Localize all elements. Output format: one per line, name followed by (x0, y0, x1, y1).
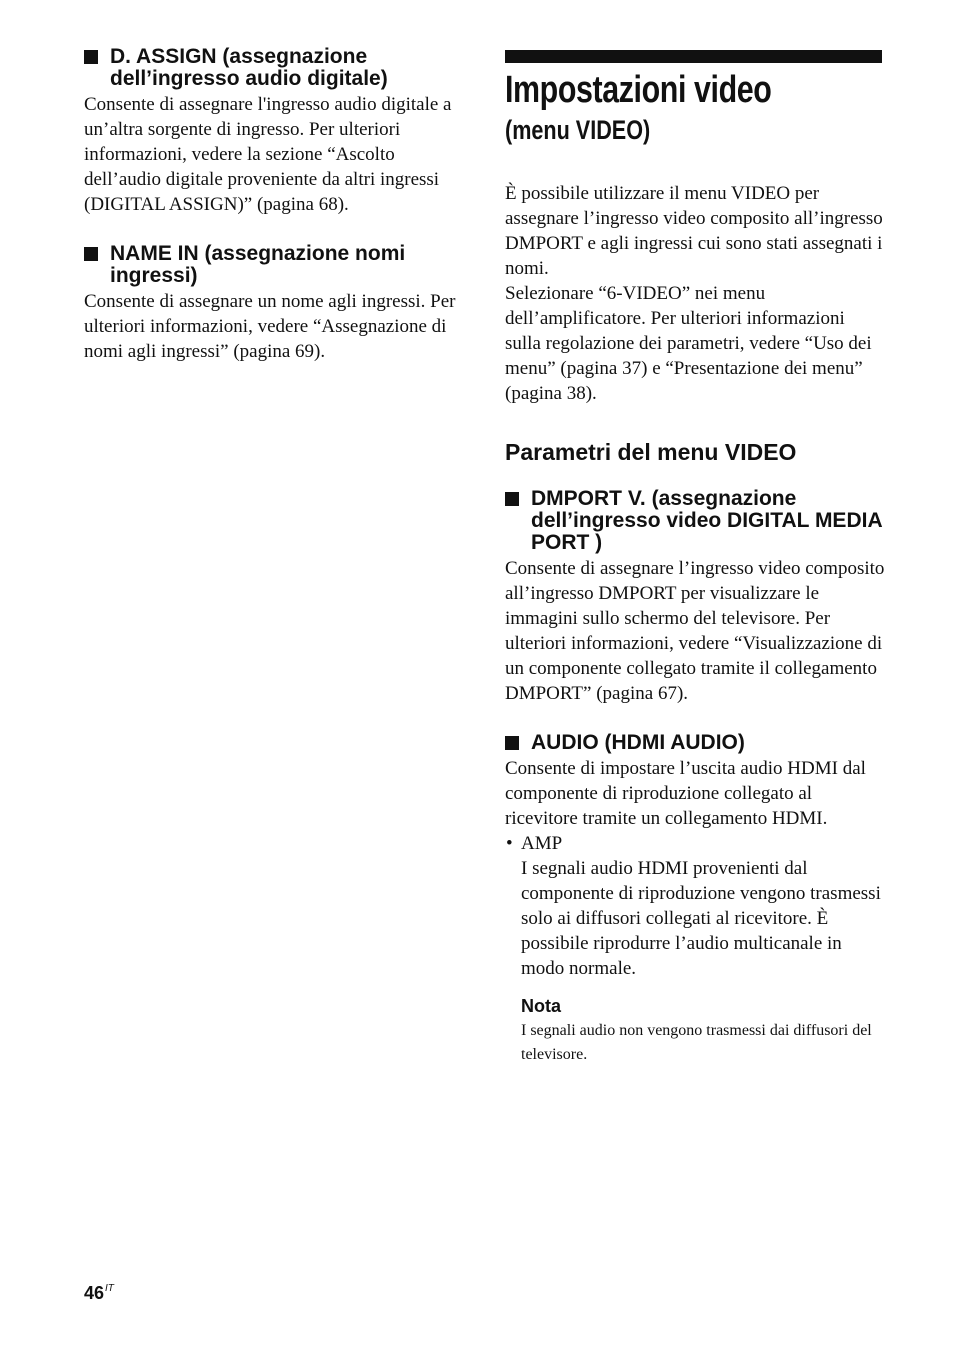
dmport-heading-text: DMPORT V. (assegnazione dell’ingresso video DIGITAL MEDIA PORT ) (531, 487, 882, 554)
audio-heading-text: AUDIO (HDMI AUDIO) (531, 731, 745, 754)
page-number-value: 46 (84, 1283, 105, 1303)
left-column (84, 46, 464, 364)
d-assign-heading (84, 46, 464, 90)
square-bullet-icon (84, 50, 98, 64)
d-assign-heading-text: D. ASSIGN (assegnazione dell’ingresso audio digitale) (110, 45, 388, 90)
section-subtitle: (menu VIDEO) (505, 115, 651, 145)
square-bullet-icon (505, 492, 519, 506)
audio-body: Consente di impostare l’uscita audio HDMI dal componente di riproduzione collegato al ricevitore tramite un collegamento HDMI. (505, 758, 866, 829)
name-in-body: Consente di assegnare un nome agli ingressi. Per ulteriori informazioni, vedere “Assegnazione di nomi agli ingressi” (pagina 69). (84, 291, 456, 362)
params-heading: Parametri del menu VIDEO (505, 439, 797, 465)
audio-heading (505, 732, 885, 754)
section-rule (505, 50, 882, 63)
amp-bullet (505, 831, 885, 856)
square-bullet-icon (84, 247, 98, 261)
note-text: I segnali audio non vengono trasmessi dai diffusori del televisore. (521, 1022, 872, 1063)
dmport-heading (505, 488, 885, 554)
page-language: IT (105, 1283, 114, 1294)
intro-paragraph-2: Selezionare “6-VIDEO” nei menu dell’amplificatore. Per ulteriori informazioni sulla regolazione dei parametri, vedere “Uso dei menu” (pagina 37) e “Presentazione dei menu” (pagina 38). (505, 283, 872, 404)
intro-paragraph-1: È possibile utilizzare il menu VIDEO per assegnare l’ingresso video composito all’ingresso DMPORT e agli ingressi cui sono stati assegnati i nomi. (505, 183, 883, 279)
name-in-heading (84, 243, 464, 287)
right-column (505, 50, 885, 1067)
name-in-heading-text: NAME IN (assegnazione nomi ingressi) (110, 242, 406, 287)
note-label: Nota (521, 996, 561, 1016)
bullet-dot-icon: • (506, 833, 513, 854)
d-assign-body: Consente di assegnare l'ingresso audio digitale a un’altra sorgente di ingresso. Per ulteriori informazioni, vedere la sezione “Ascolto dell’audio digitale proveniente da altri ingressi (DIGITAL ASSIGN)” (pagina 68). (84, 94, 452, 215)
dmport-body: Consente di assegnare l’ingresso video composito all’ingresso DMPORT per visualizzare le immagini sullo schermo del televisore. Per ulteriori informazioni, vedere “Visualizzazione di un componente collegato tramite il collegamento DMPORT” (pagina 67). (505, 558, 885, 704)
page-number (84, 1283, 114, 1304)
amp-bullet-label: AMP (521, 833, 563, 854)
note-block (505, 995, 885, 1067)
amp-bullet-text: I segnali audio HDMI provenienti dal componente di riproduzione vengono trasmessi solo ai diffusori collegati al ricevitore. È possibile riprodurre l’audio multicanale in modo normale. (521, 858, 881, 979)
section-title: Impostazioni video (505, 69, 772, 111)
square-bullet-icon (505, 736, 519, 750)
